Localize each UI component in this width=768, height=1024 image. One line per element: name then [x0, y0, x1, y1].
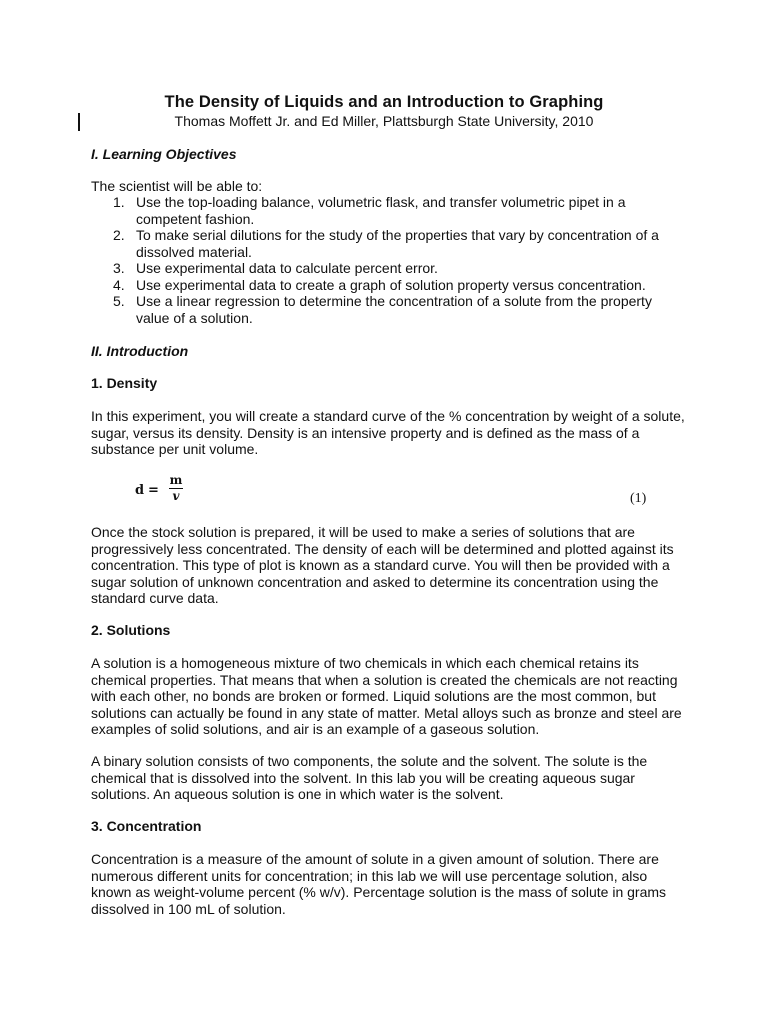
- list-item-text: dissolved material.: [136, 243, 252, 260]
- objectives-intro: The scientist will be able to:: [91, 178, 263, 194]
- paragraph: [91, 408, 691, 458]
- paragraph: [91, 655, 691, 738]
- paragraph: [91, 524, 691, 607]
- list-item-text: Use the top-loading balance, volumetric flask, and transfer volumetric pipet in a: [136, 194, 626, 210]
- text-line: progressively less concentrated. The density of each will be determined and plotted against its: [91, 540, 674, 557]
- list-item: [91, 227, 681, 260]
- text-line: substance per unit volume.: [91, 441, 259, 457]
- list-number: 5.: [113, 293, 125, 309]
- paragraph: [91, 851, 691, 917]
- list-number: 1.: [113, 194, 125, 210]
- text-line: dissolved in 100 mL of solution.: [91, 900, 286, 917]
- section-heading-learning-objectives: I. Learning Objectives: [91, 146, 237, 162]
- objectives-list: [91, 194, 681, 326]
- text-line: Once the stock solution is prepared, it will be used to make a series of solutions that are: [91, 524, 635, 540]
- formula-fraction: [169, 473, 183, 502]
- formula-denominator: v: [172, 489, 180, 503]
- list-item: [91, 260, 681, 277]
- text-line: solutions can actually be found in any state of matter. Metal alloys such as bronze and steel are: [91, 704, 682, 721]
- text-line: chemical that is dissolved into the solvent. In this lab you will be creating aqueous sugar: [91, 769, 635, 786]
- text-line: A binary solution consists of two components, the solute and the solvent. The solute is the: [91, 753, 648, 769]
- list-number: 3.: [113, 260, 125, 276]
- text-line: with each other, no bonds are broken or formed. Liquid solutions are the most common, but: [91, 688, 656, 704]
- text-line: numerous different units for concentration; in this lab we will use percentage solution, also: [91, 867, 648, 884]
- text-line: solutions. An aqueous solution is one in which water is the solvent.: [91, 786, 504, 802]
- subsection-heading-solutions: 2. Solutions: [91, 622, 171, 638]
- text-line: examples of solid solutions, and air is an example of a gaseous solution.: [91, 721, 540, 737]
- list-number: 4.: [113, 276, 125, 293]
- subsection-heading-density: 1. Density: [91, 375, 158, 391]
- section-heading-introduction: II. Introduction: [91, 343, 189, 359]
- list-item-text: To make serial dilutions for the study of the properties that vary by concentration of a: [136, 227, 659, 243]
- text-line: sugar, versus its density. Density is an intensive property and is defined as the mass of a: [91, 424, 640, 441]
- document-authors: Thomas Moffett Jr. and Ed Miller, Plattsburgh State University, 2010: [174, 113, 594, 129]
- list-item-text: competent fashion.: [136, 210, 255, 227]
- subsection-heading-concentration: 3. Concentration: [91, 818, 202, 834]
- text-line: concentration. This type of plot is known as a standard curve. You will then be provided with a: [91, 557, 670, 573]
- text-line: sugar solution of unknown concentration and asked to determine its concentration using the: [91, 573, 659, 590]
- text-line: standard curve data.: [91, 590, 219, 606]
- list-item: [91, 293, 681, 326]
- list-item: [91, 194, 681, 227]
- list-item-text: Use a linear regression to determine the concentration of a solute from the property: [136, 293, 652, 309]
- text-line: known as weight-volume percent (% w/v). Percentage solution is the mass of solute in grams: [91, 884, 667, 900]
- list-item: [91, 277, 681, 294]
- formula-lhs: d: [135, 483, 145, 498]
- text-line: A solution is a homogeneous mixture of two chemicals in which each chemical retains its: [91, 655, 639, 671]
- equation-number: (1): [630, 491, 647, 506]
- list-number: 2.: [113, 227, 125, 243]
- list-item-text: value of a solution.: [136, 309, 253, 326]
- document-title: The Density of Liquids and an Introduction to Graphing: [164, 93, 604, 111]
- list-item-text: Use experimental data to create a graph of solution property versus concentration.: [136, 276, 646, 293]
- paragraph: [91, 753, 691, 803]
- formula-numerator: m: [169, 473, 183, 487]
- text-line: In this experiment, you will create a standard curve of the % concentration by weight of a solute,: [91, 408, 685, 424]
- formula-equals: =: [148, 483, 159, 498]
- text-line: chemical properties. That means that when a solution is created the chemicals are not reacting: [91, 671, 678, 688]
- list-item-text: Use experimental data to calculate percent error.: [136, 260, 438, 276]
- text-line: Concentration is a measure of the amount of solute in a given amount of solution. There are: [91, 851, 659, 867]
